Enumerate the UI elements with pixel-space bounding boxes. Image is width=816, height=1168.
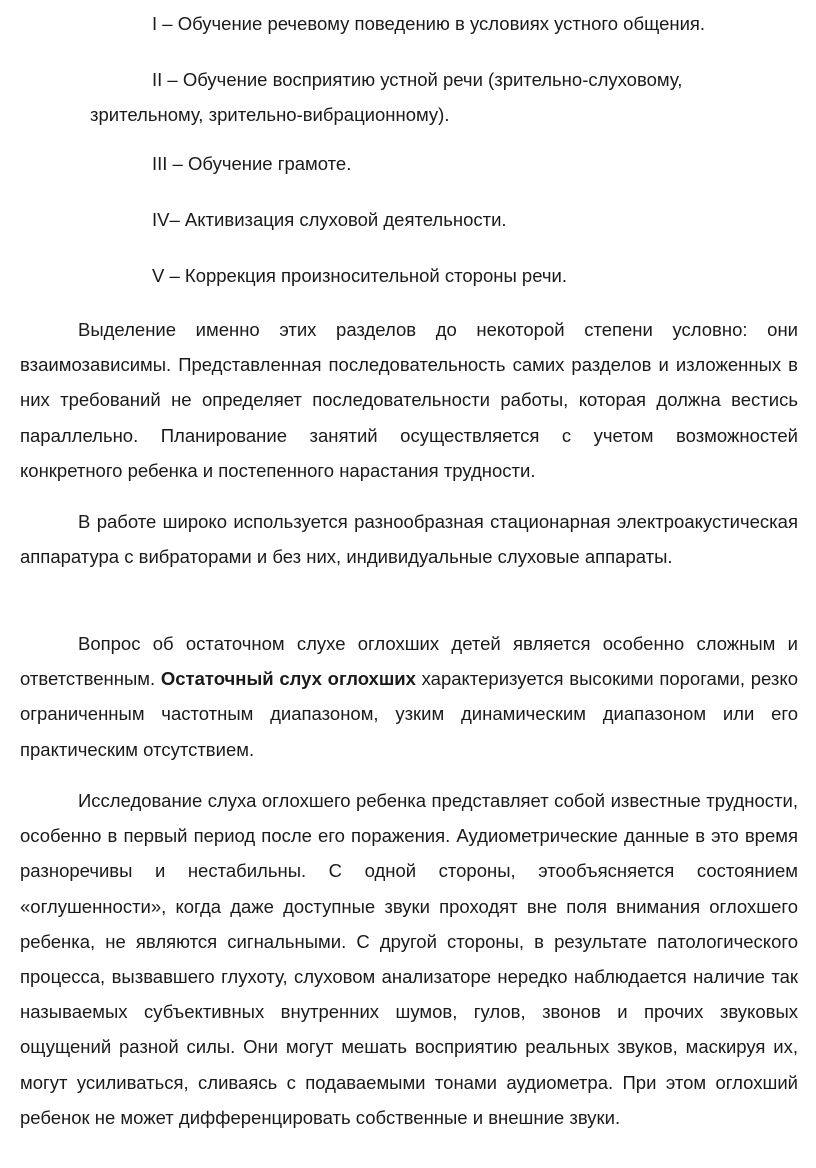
paragraph-conditional-sections: Выделение именно этих разделов до некоторой степени условно: они взаимозависимы. Представленная последовательность самих разделов и изложенных в них требований не определяет последовательности работы, которая должна вестись параллельно. Планирование занятий осуществляется с учетом возможностей конкретного ребенка и постепенного нарастания трудности.: [20, 319, 798, 481]
paragraph-equipment: В работе широко используется разнообразная стационарная электроакустическая аппаратура с вибраторами и без них, индивидуальные слуховые аппараты.: [20, 511, 798, 568]
section-text: – Обучение речевому поведению в условиях устного общения.: [157, 13, 706, 34]
section-item-3: [152, 146, 782, 181]
paragraph-text-after: характеризуется высокими порогами, резко ограниченным частотным диапазоном, узким динамическим диапазоном или его практическим отсутствием.: [20, 668, 798, 760]
section-number: I: [152, 13, 158, 34]
section-text: – Активизация слуховой деятельности.: [169, 209, 507, 230]
section-number: IV: [152, 209, 170, 230]
section-item-5: [152, 258, 782, 293]
section-item-1: [152, 6, 782, 41]
paragraph-text-before: Вопрос об остаточном слухе оглохших детей является особенно сложным и ответственным.: [20, 633, 798, 690]
paragraph-hearing-study: Исследование слуха оглохшего ребенка представляет собой известные трудности, особенно в первый период после его поражения. Аудиометрические данные в это время разноречивы и нестабильны. С одной стороны, этообъясняется состоянием «оглушенности», когда даже доступные звуки проходят вне поля внимания оглохшего ребенка, не являются сигнальными. С другой стороны, в результате патологического процесса, вызвавшего глухоту, слуховом анализаторе нередко наблюдается наличие так называемых субъективных внутренних шумов, гулов, звонов и прочих звуковых ощущений разной силы. Они могут мешать восприятию реальных звуков, маскируя их, могут усиливаться, сливаясь с подаваемыми тонами аудиометра. При этом оглохший ребенок не может дифференцировать собственные и внешние звуки.: [20, 790, 798, 1128]
section-text: – Коррекция произносительной стороны речи.: [164, 265, 567, 286]
section-number: II: [152, 69, 163, 90]
section-text: – Обучение грамоте.: [167, 153, 352, 174]
paragraph-residual-hearing: [20, 626, 798, 767]
section-text: – Обучение восприятию устной речи (зрительно-слуховому, зрительному, зрительно-вибрационному).: [90, 69, 683, 125]
bold-term: Остаточный слух оглохших: [160, 668, 416, 690]
section-item-2: [90, 62, 790, 132]
section-item-4: [152, 202, 782, 237]
section-number: V: [152, 265, 165, 286]
section-number: III: [152, 153, 168, 174]
